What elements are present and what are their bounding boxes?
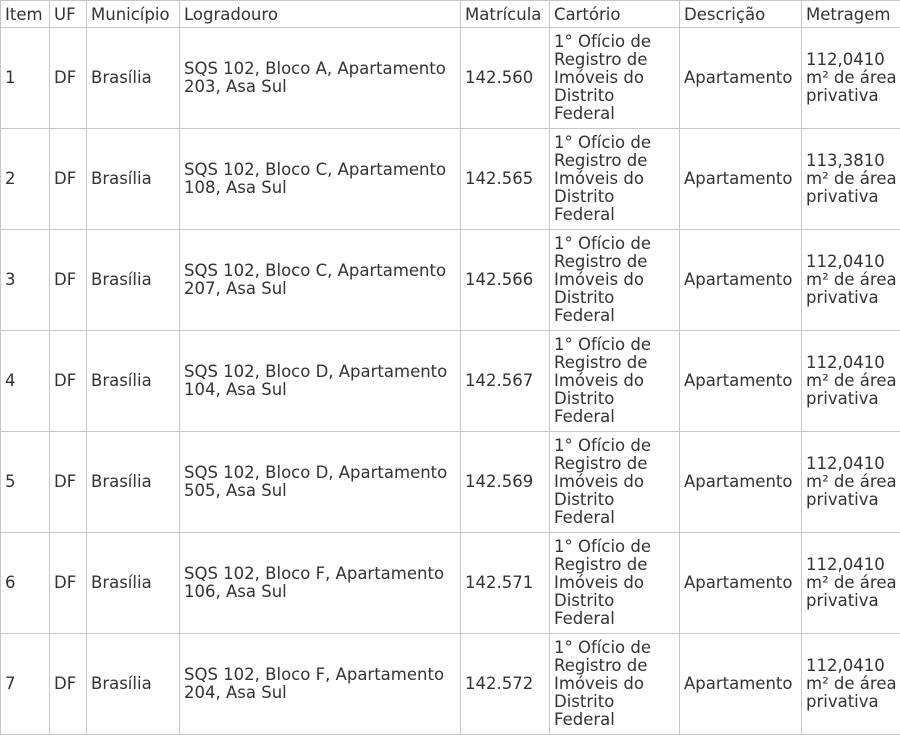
cell-cartorio: 1° Ofício de Registro de Imóveis do Distrito Federal: [550, 230, 680, 331]
cell-item: 2: [1, 129, 50, 230]
cell-uf: DF: [50, 331, 87, 432]
cell-logradouro: SQS 102, Bloco A, Apartamento 203, Asa Sul: [180, 28, 461, 129]
cell-logradouro: SQS 102, Bloco F, Apartamento 106, Asa Sul: [180, 533, 461, 634]
cell-uf: DF: [50, 28, 87, 129]
cell-matricula: 142.567: [461, 331, 550, 432]
cell-uf: DF: [50, 129, 87, 230]
header-cartorio: Cartório: [550, 1, 680, 28]
cell-descricao: Apartamento: [680, 331, 802, 432]
cell-logradouro: SQS 102, Bloco D, Apartamento 104, Asa Sul: [180, 331, 461, 432]
cell-metragem: 112,0410 m² de área privativa: [802, 331, 900, 432]
cell-municipio: Brasília: [87, 28, 180, 129]
cell-descricao: Apartamento: [680, 533, 802, 634]
cell-municipio: Brasília: [87, 129, 180, 230]
cell-logradouro: SQS 102, Bloco C, Apartamento 207, Asa Sul: [180, 230, 461, 331]
cell-logradouro: SQS 102, Bloco D, Apartamento 505, Asa Sul: [180, 432, 461, 533]
cell-item: 4: [1, 331, 50, 432]
cell-cartorio: 1° Ofício de Registro de Imóveis do Distrito Federal: [550, 129, 680, 230]
header-logradouro: Logradouro: [180, 1, 461, 28]
cell-matricula: 142.560: [461, 28, 550, 129]
cell-descricao: Apartamento: [680, 28, 802, 129]
header-matricula: Matrícula: [461, 1, 550, 28]
cell-metragem: 112,0410 m² de área privativa: [802, 432, 900, 533]
cell-municipio: Brasília: [87, 432, 180, 533]
cell-metragem: 112,0410 m² de área privativa: [802, 533, 900, 634]
table-row: [1, 230, 900, 331]
table-row: [1, 432, 900, 533]
cell-item: 6: [1, 533, 50, 634]
cell-cartorio: 1° Ofício de Registro de Imóveis do Distrito Federal: [550, 432, 680, 533]
cell-metragem: 113,3810 m² de área privativa: [802, 129, 900, 230]
cell-logradouro: SQS 102, Bloco C, Apartamento 108, Asa Sul: [180, 129, 461, 230]
cell-descricao: Apartamento: [680, 432, 802, 533]
table-row: [1, 129, 900, 230]
cell-logradouro: SQS 102, Bloco F, Apartamento 204, Asa Sul: [180, 634, 461, 735]
table-row: [1, 331, 900, 432]
cell-metragem: 112,0410 m² de área privativa: [802, 230, 900, 331]
cell-item: 5: [1, 432, 50, 533]
cell-municipio: Brasília: [87, 331, 180, 432]
cell-matricula: 142.569: [461, 432, 550, 533]
header-metragem: Metragem: [802, 1, 900, 28]
cell-uf: DF: [50, 432, 87, 533]
table-row: [1, 28, 900, 129]
cell-descricao: Apartamento: [680, 230, 802, 331]
cell-cartorio: 1° Ofício de Registro de Imóveis do Distrito Federal: [550, 28, 680, 129]
cell-uf: DF: [50, 634, 87, 735]
cell-cartorio: 1° Ofício de Registro de Imóveis do Distrito Federal: [550, 533, 680, 634]
cell-matricula: 142.571: [461, 533, 550, 634]
cell-uf: DF: [50, 230, 87, 331]
table-row: [1, 533, 900, 634]
header-municipio: Município: [87, 1, 180, 28]
cell-uf: DF: [50, 533, 87, 634]
cell-matricula: 142.566: [461, 230, 550, 331]
cell-cartorio: 1° Ofício de Registro de Imóveis do Distrito Federal: [550, 634, 680, 735]
cell-item: 3: [1, 230, 50, 331]
table-header-row: [1, 1, 900, 28]
cell-municipio: Brasília: [87, 230, 180, 331]
cell-municipio: Brasília: [87, 634, 180, 735]
cell-matricula: 142.565: [461, 129, 550, 230]
header-item: Item: [1, 1, 50, 28]
header-descricao: Descrição: [680, 1, 802, 28]
cell-descricao: Apartamento: [680, 129, 802, 230]
cell-matricula: 142.572: [461, 634, 550, 735]
cell-descricao: Apartamento: [680, 634, 802, 735]
table-row: [1, 634, 900, 735]
cell-cartorio: 1° Ofício de Registro de Imóveis do Distrito Federal: [550, 331, 680, 432]
cell-municipio: Brasília: [87, 533, 180, 634]
cell-item: 7: [1, 634, 50, 735]
cell-metragem: 112,0410 m² de área privativa: [802, 28, 900, 129]
header-uf: UF: [50, 1, 87, 28]
cell-item: 1: [1, 28, 50, 129]
cell-metragem: 112,0410 m² de área privativa: [802, 634, 900, 735]
